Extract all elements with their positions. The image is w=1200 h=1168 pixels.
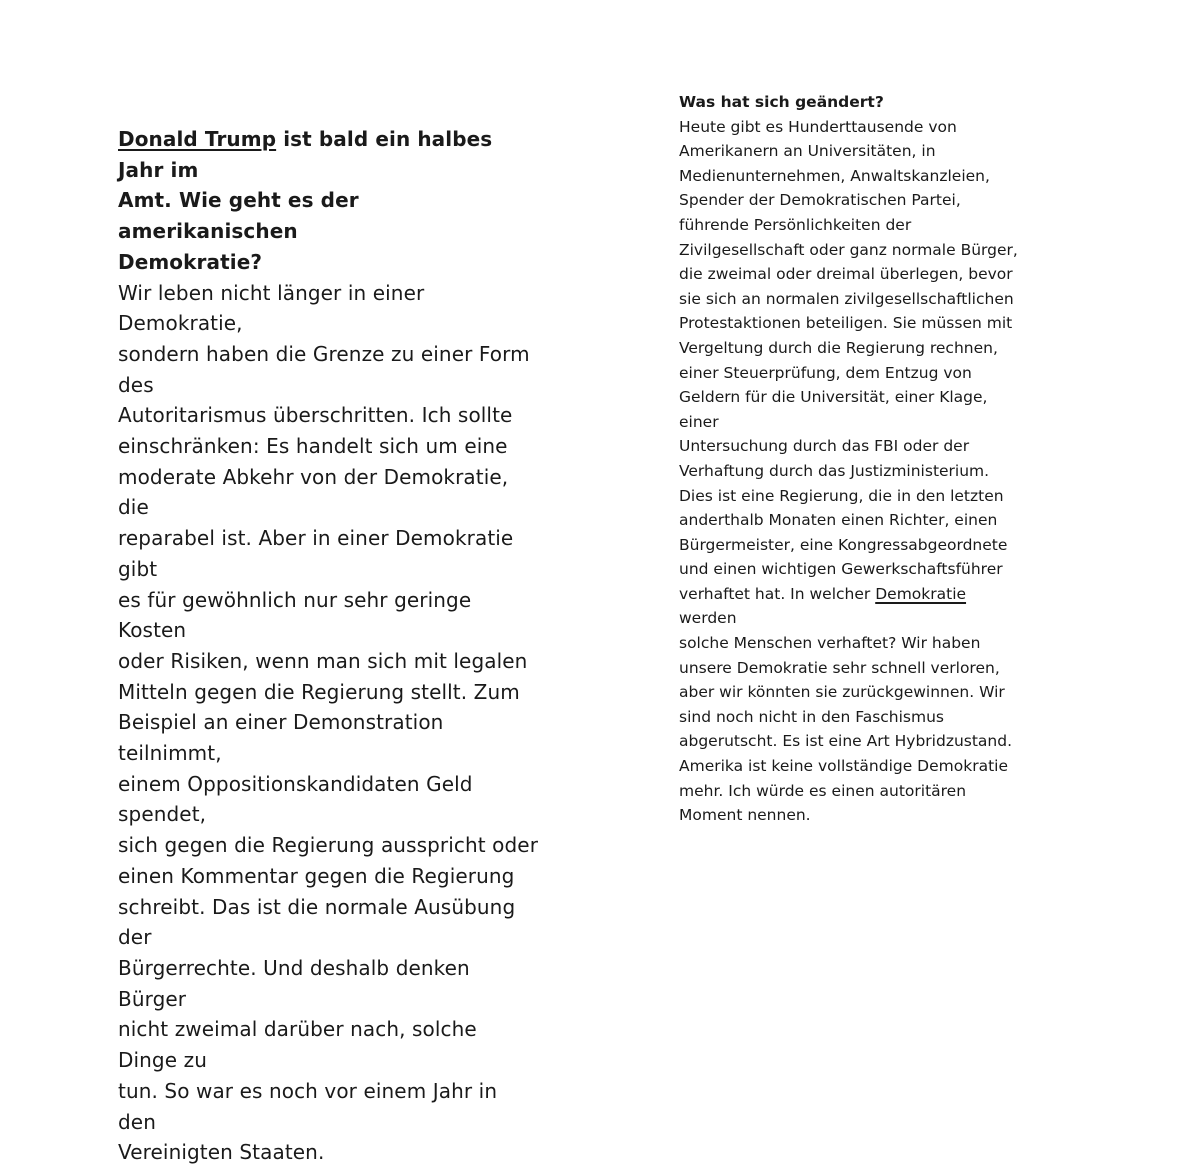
left-column [118, 124, 538, 1168]
interview-question-1-text: ist bald ein halbes Jahr im Amt. Wie geht es der amerikanischen Demokratie? [118, 127, 493, 274]
interview-answer-2 [679, 115, 1019, 828]
demokratie-link[interactable]: Demokratie [875, 584, 967, 603]
interview-question-2: Was hat sich geändert? [679, 93, 884, 111]
interview-answer-2-part-1: Heute gibt es Hunderttausende von Amerikanern an Universitäten, in Medienunternehmen, Anwaltskanzleien, Spender der Demokratischen Partei, führende Persönlichkeiten der Zivilgesellschaft oder ganz normale Bürger, die zweimal oder dreimal überlegen, bevor sie sich an normalen zivilgesellschaftlichen Protestaktionen beteiligen. Sie müssen mit Vergeltung durch die Regierung rechnen, einer Steuerprüfung, dem Entzug von Geldern für die Universität, einer Klage, einer Untersuchung durch das FBI oder der Verhaftung durch das Justizministerium. Dies ist eine Regierung, die in den letzten anderthalb Monaten einen Richter, einen Bürgermeister, eine Kongressabgeordnete und einen wichtigen Gewerkschaftsführer verhaftet hat. In welcher [679, 117, 1018, 603]
interview-answer-1: Wir leben nicht länger in einer Demokratie, sondern haben die Grenze zu einer Form des Autoritarismus überschritten. Ich sollte einschränken: Es handelt sich um eine moderate Abkehr von der Demokratie, die reparabel ist. Aber in einer Demokratie gibt es für gewöhnlich nur sehr geringe Kosten oder Risiken, wenn man sich mit legalen Mitteln gegen die Regierung stellt. Zum Beispiel an einer Demonstration teilnimmt, einem Oppositionskandidaten Geld spendet, sich gegen die Regierung ausspricht oder einen Kommentar gegen die Regierung schreibt. Das ist die normale Ausübung der Bürgerrechte. Und deshalb denken Bürger nicht zweimal darüber nach, solche Dinge zu tun. So war es noch vor einem Jahr in den Vereinigten Staaten. [118, 280, 539, 1165]
right-column [679, 90, 1019, 828]
interview-answer-2-part-2: werden solche Menschen verhaftet? Wir haben unsere Demokratie sehr schnell verloren, aber wir könnten sie zurückgewinnen. Wir sind noch nicht in den Faschismus abgerutscht. Es ist eine Art Hybridzustand. Amerika ist keine vollständige Demokratie mehr. Ich würde es einen autoritären Moment nennen. [679, 609, 1013, 825]
interview-question-1 [118, 124, 538, 278]
donald-trump-link[interactable]: Donald Trump [118, 127, 277, 151]
